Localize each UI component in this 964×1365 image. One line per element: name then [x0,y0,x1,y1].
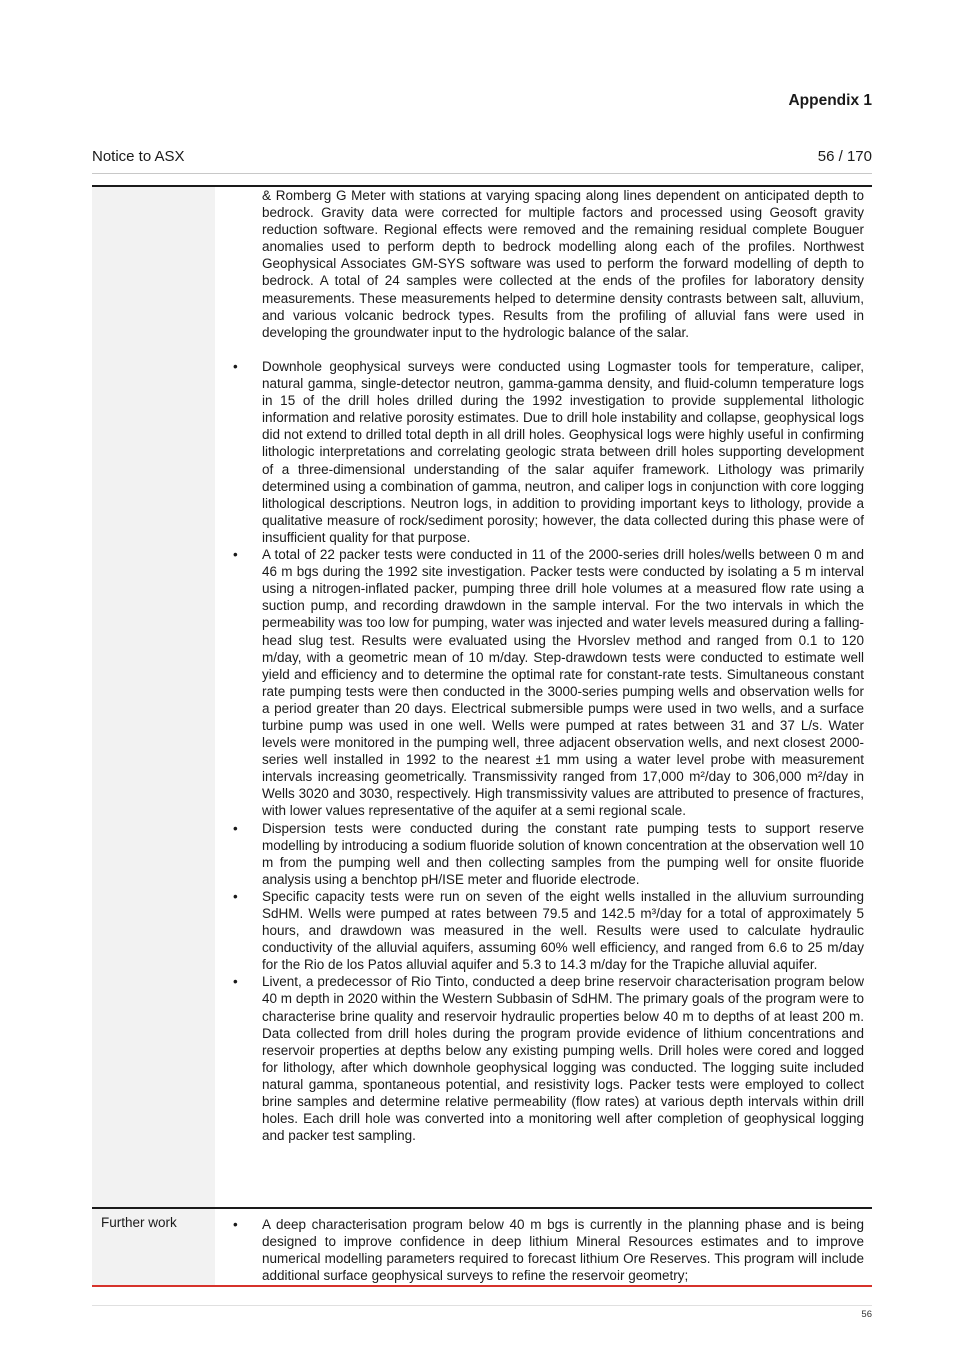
bullet-text: A total of 22 packer tests were conducted in 11 of the 2000-series drill holes/wells between 0 m and 46 m bgs during the 1992 site investigation. Packer tests were conducted by isolating a 5 m interval using a nitrogen-inflated packer, pumping three drill hole volumes at a measured flow rate using a suction pump, and recording drawdown in the sample interval. For the two intervals in which the permeability was too low for pumping, water was injected and water levels measured during a falling-head slug test. Results were evaluated using the Hvorslev method and ranged from 0.1 to 120 m/day, with a geometric mean of 10 m/day. Step-drawdown tests were conducted to estimate well yield and efficiency and to determine the optimal rate for constant-rate tests. Simultaneous constant rate pumping tests were then conducted in the 3000-series pumping wells and observation wells for a period greater than 20 days. Electrical submersible pumps were used in two wells, and a surface turbine pump was used in one well. Wells were pumped at rates between 31 and 37 L/s. Water levels were monitored in the pumping well, three adjacent observation wells, and next closest 2000-series well installed in 1992 to the nearest ±1 mm using a water level probe with measurement intervals increasing geometrically. Transmissivity ranged from 17,000 m²/day to 306,000 m²/day in Wells 3020 and 3030, respectively. High transmissivity values are attributed to presence of fractures, with lower values representative of the aquifer at a semi regional scale. [262,547,864,819]
list-item [215,546,864,820]
bullet-text: Livent, a predecessor of Rio Tinto, conducted a deep brine reservoir characterisation program below 40 m depth in 2020 within the Western Subbasin of SdHM. The primary goals of the program were to characterise brine quality and reservoir hydraulic properties below 40 m to depths of at least 200 m. Data collected from drill holes during the program provide evidence of lithium concentrations and reservoir properties at depths below any existing pumping wells. Drill holes were cored and logged for lithology, after which downhole geophysical logging was conducted. The logging suite included natural gamma, spontaneous potential, and resistivity logs. Packer tests were employed to collect brine samples and determine relative permeability (flow rates) at various depth intervals within drill holes. Each drill hole was converted into a monitoring well after completion of geophysical logging and packer test sampling. [262,974,864,1144]
appendix-heading: Appendix 1 [788,92,872,109]
commentary-cell [215,1209,872,1285]
list-item [215,820,864,888]
document-title: Notice to ASX [92,148,185,165]
jorc-table [92,185,872,1283]
bullet-list [215,1216,864,1284]
bullet-icon: • [233,888,238,904]
bullet-text: Downhole geophysical surveys were conducted using Logmaster tools for temperature, caliper, natural gamma, single-detector neutron, gamma-gamma density, and fluid-column temperature logs in 15 of the drill holes drilled during the 1992 investigation to provide supplemental lithologic information and relative porosity estimates. Due to drill hole instability and collapse, geophysical logs did not extend to drilled total depth in all drill holes. Geophysical logs were highly useful in confirming lithologic interpretations and correlating geologic strata between drill holes supporting development of a three-dimensional understanding of the salar aquifer framework. Lithology was primarily determined using a combination of gamma, neutron, and caliper logs in conjunction with core logging lithological descriptions. Neutron logs, in addition to providing important keys to lithology, provide a qualitative measure of rock/sediment porosity; however, the data collected during this phase were of insufficient quality for that purpose. [262,359,864,545]
table-row [92,185,872,1209]
bullet-icon: • [233,359,238,374]
table-row [92,1207,872,1287]
bullet-text: Dispersion tests were conducted during the constant rate pumping tests to support reserve modelling by introducing a sodium fluoride solution of known concentration at the observation well 10 m from the pumping well and then collecting samples from the pumping well for onsite fluoride analysis using a benchtop pH/ISE meter and fluoride electrode. [262,820,864,887]
list-item [215,1216,864,1284]
continuation-paragraph: & Romberg G Meter with stations at varying spacing along lines dependent on anticipated depth to bedrock. Gravity data were corrected for multiple factors and processed using Geosoft gravity reduction software. Regional effects were removed and the remaining residual complete Bouguer anomalies used to perform depth to bedrock modelling along each of the profiles. Northwest Geophysical Associates GM-SYS software was used to perform the forward modelling of depth to bedrock. A total of 24 samples were collected at the ends of the profiles for laboratory density measurements. These measurements helped to determine density contrasts between salt, alluvium, and various volcanic bedrock types. Results from the profiling of alluvial fans were used in developing the groundwater input to the hydrologic balance of the salar. [262,188,864,340]
bullet-list [215,358,864,1144]
list-item [215,888,864,973]
criteria-cell [92,187,215,1209]
list-item [215,973,864,1144]
page-count: 56 / 170 [817,148,872,165]
footer-divider [92,1305,872,1306]
bullet-text: Specific capacity tests were run on seven of the eight wells installed in the alluvium surrounding SdHM. Wells were pumped at rates between 79.5 and 142.5 m³/day for a total of approximately 5 hours, and drawdown was measured in the well. Results were used to calculate hydraulic conductivity of the alluvial aquifers, assuming 60% well efficiency, and ranged from 6.6 to 25 m/day for the Rio de los Patos alluvial aquifer and 5.3 to 14.3 m/day for the Trapiche alluvial aquifer. [262,888,864,973]
bullet-icon: • [233,547,238,563]
bullet-text: A deep characterisation program below 40 m bgs is currently in the planning phase and is being designed to improve confidence in deep lithium Mineral Resources estimates and to improve numerical modelling parameters required to forecast lithium Ore Reserves. This program will include additional surface geophysical surveys to refine the reservoir geometry; [262,1217,864,1284]
list-item [215,358,864,546]
header-divider [92,173,872,174]
bullet-icon: • [233,820,238,836]
criteria-label: Further work [101,1215,177,1230]
criteria-cell [92,1209,215,1285]
bullet-icon: • [233,974,238,990]
commentary-cell [215,187,872,1209]
bullet-icon: • [233,1217,238,1232]
page-number: 56 [861,1309,872,1320]
